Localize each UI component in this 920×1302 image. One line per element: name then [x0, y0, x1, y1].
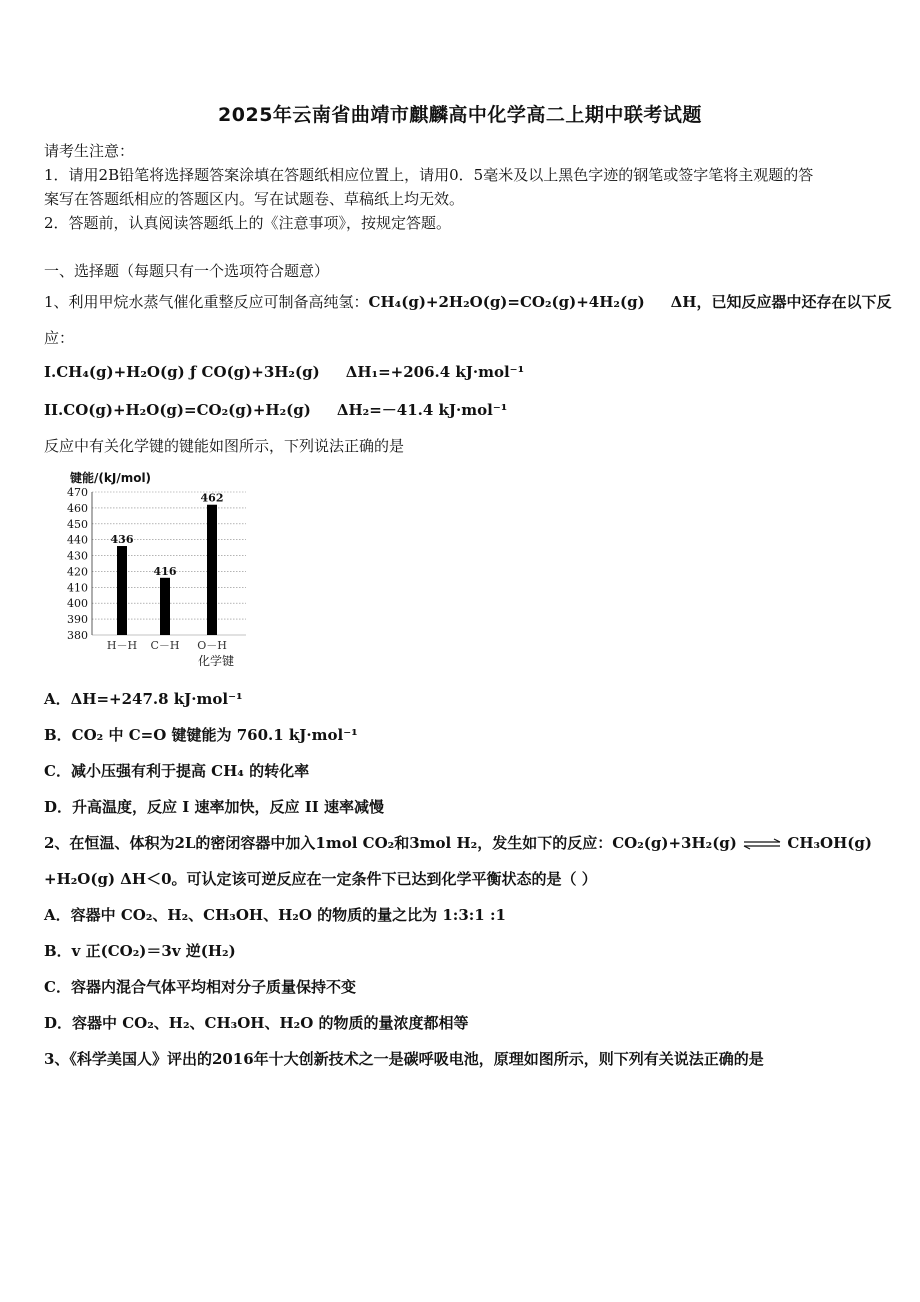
q1-r1-dh: ΔH₁=+206.4 kJ·mol⁻¹: [345, 363, 525, 381]
notice-item-1a: 1．请用2B铅笔将选择题答案涂填在答题纸相应位置上，请用0．5毫米及以上黑色字迹的钢笔或签字笔将主观题的答: [44, 166, 814, 184]
q2-stem-text: 2、在恒温、体积为2L的密闭容器中加入1mol CO₂和3mol H₂，发生如下的反应：CO₂(g)+3H₂(g): [44, 834, 737, 852]
section-heading: 一、选择题（每题只有一个选项符合题意）: [44, 262, 330, 280]
equilibrium-arrow-icon: [742, 838, 782, 850]
notice-heading: 请考生注意：: [44, 142, 135, 160]
y-tick-label: 380: [67, 629, 88, 642]
bond-energy-chart: [60, 468, 260, 673]
y-tick-label: 410: [67, 581, 88, 595]
chart-bars: [107, 492, 227, 652]
data-label-3: 462: [200, 491, 224, 505]
bar-3: [207, 505, 217, 635]
q2-option-a: A．容器中 CO₂、H₂、CH₃OH、H₂O 的物质的量之比为 1:3:1 :1: [44, 906, 506, 924]
q2-product: CH₃OH(g): [787, 834, 872, 852]
bar-2: [160, 578, 170, 635]
notice-item-2: 2．答题前，认真阅读答题纸上的《注意事项》，按规定答题。: [44, 214, 452, 232]
data-label-1: 436: [110, 533, 134, 547]
q1-stem-line2: 应：: [44, 329, 75, 347]
q1-option-a: A．ΔH=+247.8 kJ·mol⁻¹: [44, 690, 243, 708]
y-tick-label: 420: [67, 565, 88, 579]
q2-option-d: D．容器中 CO₂、H₂、CH₃OH、H₂O 的物质的量浓度都相等: [44, 1014, 469, 1032]
notice-item-1b: 案写在答题纸相应的答题区内。写在试题卷、草稿纸上均无效。: [44, 190, 465, 208]
x-axis-label: 化学键: [197, 654, 235, 668]
q2-option-b: B．v 正(CO₂)＝3v 逆(H₂): [44, 942, 236, 960]
q2-stem-line2: +H₂O(g) ΔH＜0。可认定该可逆反应在一定条件下已达到化学平衡状态的是（ ）: [44, 870, 597, 888]
y-tick-label: 440: [67, 533, 88, 547]
y-tick-label: 460: [67, 501, 88, 515]
q1-r2-dh: ΔH₂=－41.4 kJ·mol⁻¹: [336, 401, 508, 419]
q1-option-c: C．减小压强有利于提高 CH₄ 的转化率: [44, 762, 310, 780]
q3-stem: 3、《科学美国人》评出的2016年十大创新技术之一是碳呼吸电池，原理如图所示，则下列有关说法正确的是: [44, 1050, 764, 1068]
q1-option-b: B．CO₂ 中 C=O 键键能为 760.1 kJ·mol⁻¹: [44, 726, 358, 744]
category-label-2: C－H: [150, 639, 180, 652]
y-tick-label: 450: [67, 517, 88, 531]
category-label-3: O－H: [197, 639, 227, 652]
y-tick-label: 390: [67, 613, 88, 627]
q1-r1-eq: I.CH₄(g)+H₂O(g) ƒ CO(g)+3H₂(g): [44, 363, 320, 381]
y-tick-label: 430: [67, 549, 88, 563]
y-tick-label: 400: [67, 597, 88, 611]
q1-r2-eq: II.CO(g)+H₂O(g)=CO₂(g)+H₂(g): [44, 401, 311, 419]
q1-reaction-2: [44, 399, 507, 420]
data-label-2: 416: [153, 564, 177, 578]
q2-stem-line1: [44, 832, 872, 853]
q1-stem-line1: [44, 291, 891, 312]
page-title: 2025年云南省曲靖市麒麟高中化学高二上期中联考试题: [218, 104, 702, 126]
y-axis-label: 键能/(kJ/mol): [70, 471, 152, 485]
q1-stem-text: 1、利用甲烷水蒸气催化重整反应可制备高纯氢：: [44, 293, 369, 311]
q1-reaction-1: [44, 363, 524, 381]
q2-option-c: C．容器内混合气体平均相对分子质量保持不变: [44, 978, 356, 996]
q1-equation: CH₄(g)+2H₂O(g)=CO₂(g)+4H₂(g): [368, 293, 645, 311]
q1-stem-line3: 反应中有关化学键的键能如图所示，下列说法正确的是: [44, 437, 405, 455]
q1-dh: ΔH，已知反应器中还存在以下反: [670, 293, 892, 311]
q1-option-d: D．升高温度，反应 I 速率加快，反应 II 速率减慢: [44, 798, 384, 816]
category-label-1: H－H: [106, 639, 138, 652]
bar-1: [117, 546, 127, 635]
y-tick-label: 470: [67, 486, 88, 499]
